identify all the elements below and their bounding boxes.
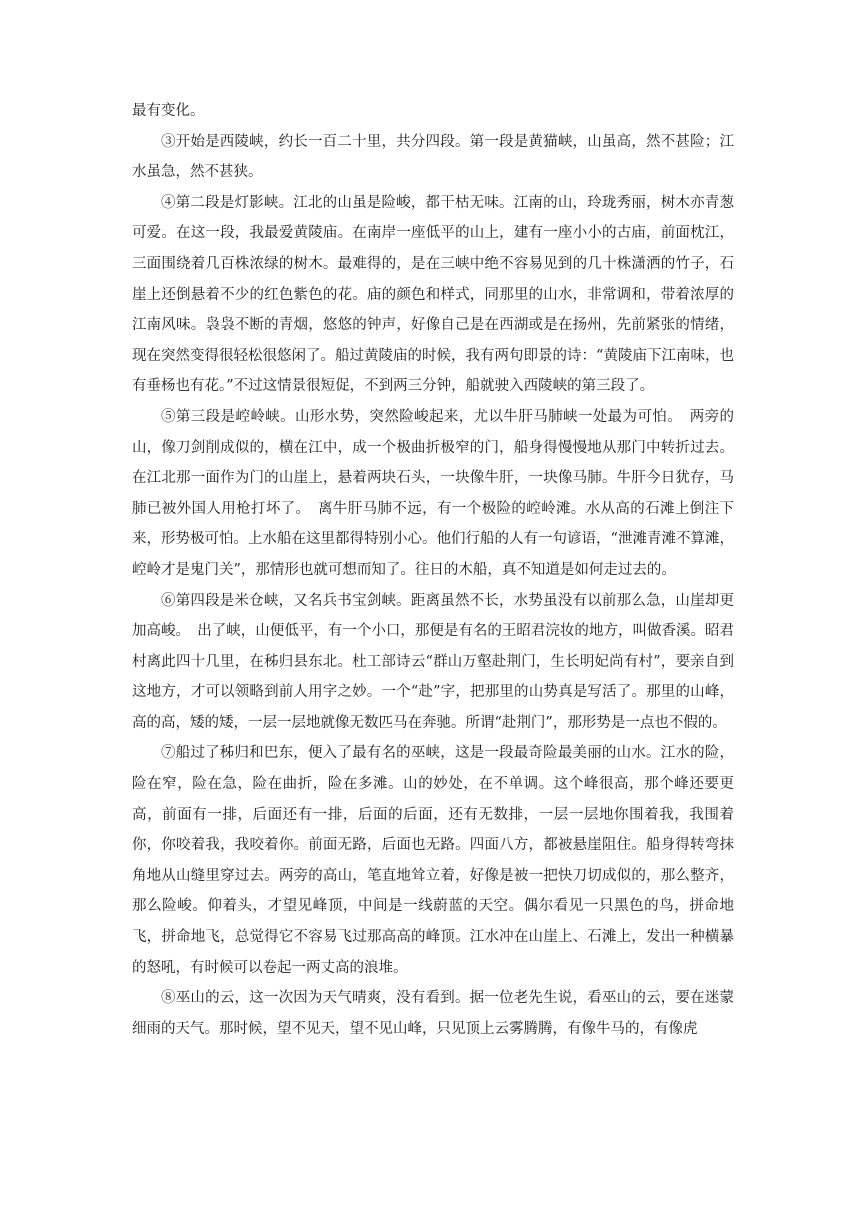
paragraph-3: ③开始是西陵峡，约长一百二十里，共分四段。第一段是黄猫峡，山虽高，然不甚险；江水虽急，然不甚狭。 [132, 133, 734, 181]
paragraph-6: ⑥第四段是米仓峡，又名兵书宝剑峡。距离虽然不长，水势虽没有以前那么急，山崖却更加高峻。 出了峡，山便低平，有一个小口，那便是有名的王昭君浣妆的地方，叫做香溪。昭君村离此四十几里，在秭归县东北。杜工部诗云“群山万壑赴荆门，生长明妃尚有村”，要亲自到这地方，才可以领略到前人用字之妙。一个“赴”字，把那里的山势真是写活了。那里的山峰，高的高，矮的矮，一层一层地就像无数匹马在奔驰。所谓“赴荆门”，那形势是一点也不假的。 [132, 592, 734, 731]
paragraph-4: ④第二段是灯影峡。江北的山虽是险峻，都干枯无味。江南的山，玲珑秀丽，树木亦青葱可爱。在这一段，我最爱黄陵庙。在南岸一座低平的山上，建有一座小小的古庙，前面枕江，三面围绕着几百株浓绿的树木。最难得的，是在三峡中绝不容易见到的几十株潇洒的竹子，石崖上还倒悬着不少的红色紫色的花。庙的颜色和样式，同那里的山水，非常调和，带着浓厚的江南风味。袅袅不断的青烟，悠悠的钟声，好像自己是在西湖或是在扬州，先前紧张的情绪，现在突然变得很轻松很悠闲了。船过黄陵庙的时候，我有两句即景的诗：“黄陵庙下江南味，也有垂杨也有花。”不过这情景很短促，不到两三分钟，船就驶入西陵峡的第三段了。 [132, 194, 734, 395]
paragraph-continuation: 最有变化。 [132, 103, 205, 119]
paragraph-8: ⑧巫山的云，这一次因为天气晴爽，没有看到。据一位老先生说，看巫山的云，要在迷蒙细雨的天气。那时候，望不见天，望不见山峰，只见顶上云雾腾腾，有像牛马的，有像虎 [132, 990, 734, 1037]
document-body [132, 96, 734, 1044]
paragraph-7: ⑦船过了秭归和巴东，便入了最有名的巫峡，这是一段最奇险最美丽的山水。江水的险，险在窄，险在急，险在曲折，险在多滩。山的妙处，在不单调。这个峰很高，那个峰还要更高，前面有一排，后面还有一排，后面的后面，还有无数排，一层一层地你围着我，我围着你，你咬着我，我咬着你。前面无路，后面也无路。四面八方，都被悬崖阻住。船身得转弯抹角地从山缝里穿过去。两旁的高山，笔直地耸立着，好像是被一把快刀切成似的，那么整齐，那么险峻。仰着头，才望见峰顶，中间是一线蔚蓝的天空。偶尔看见一只黑色的鸟，拼命地飞，拼命地飞，总觉得它不容易飞过那高高的峰顶。江水冲在山崖上、石滩上，发出一种横暴的怒吼，有时候可以卷起一两丈高的浪堆。 [132, 745, 734, 976]
paragraph-5: ⑤第三段是崆岭峡。山形水势，突然险峻起来，尤以牛肝马肺峡一处最为可怕。 两旁的山，像刀剑削成似的，横在江中，成一个极曲折极窄的门，船身得慢慢地从那门中转折过去。在江北那一面作为门的山崖上，悬着两块石头，一块像牛肝，一块像马肺。牛肝今日犹存，马肺已被外国人用枪打坏了。 离牛肝马肺不远，有一个极险的崆岭滩。水从高的石滩上倒注下来，形势极可怕。上水船在这里都得特别小心。他们行船的人有一句谚语，“泄滩青滩不算滩，崆岭才是鬼门关”，那情形也就可想而知了。往日的木船，真不知道是如何走过去的。 [132, 408, 734, 578]
